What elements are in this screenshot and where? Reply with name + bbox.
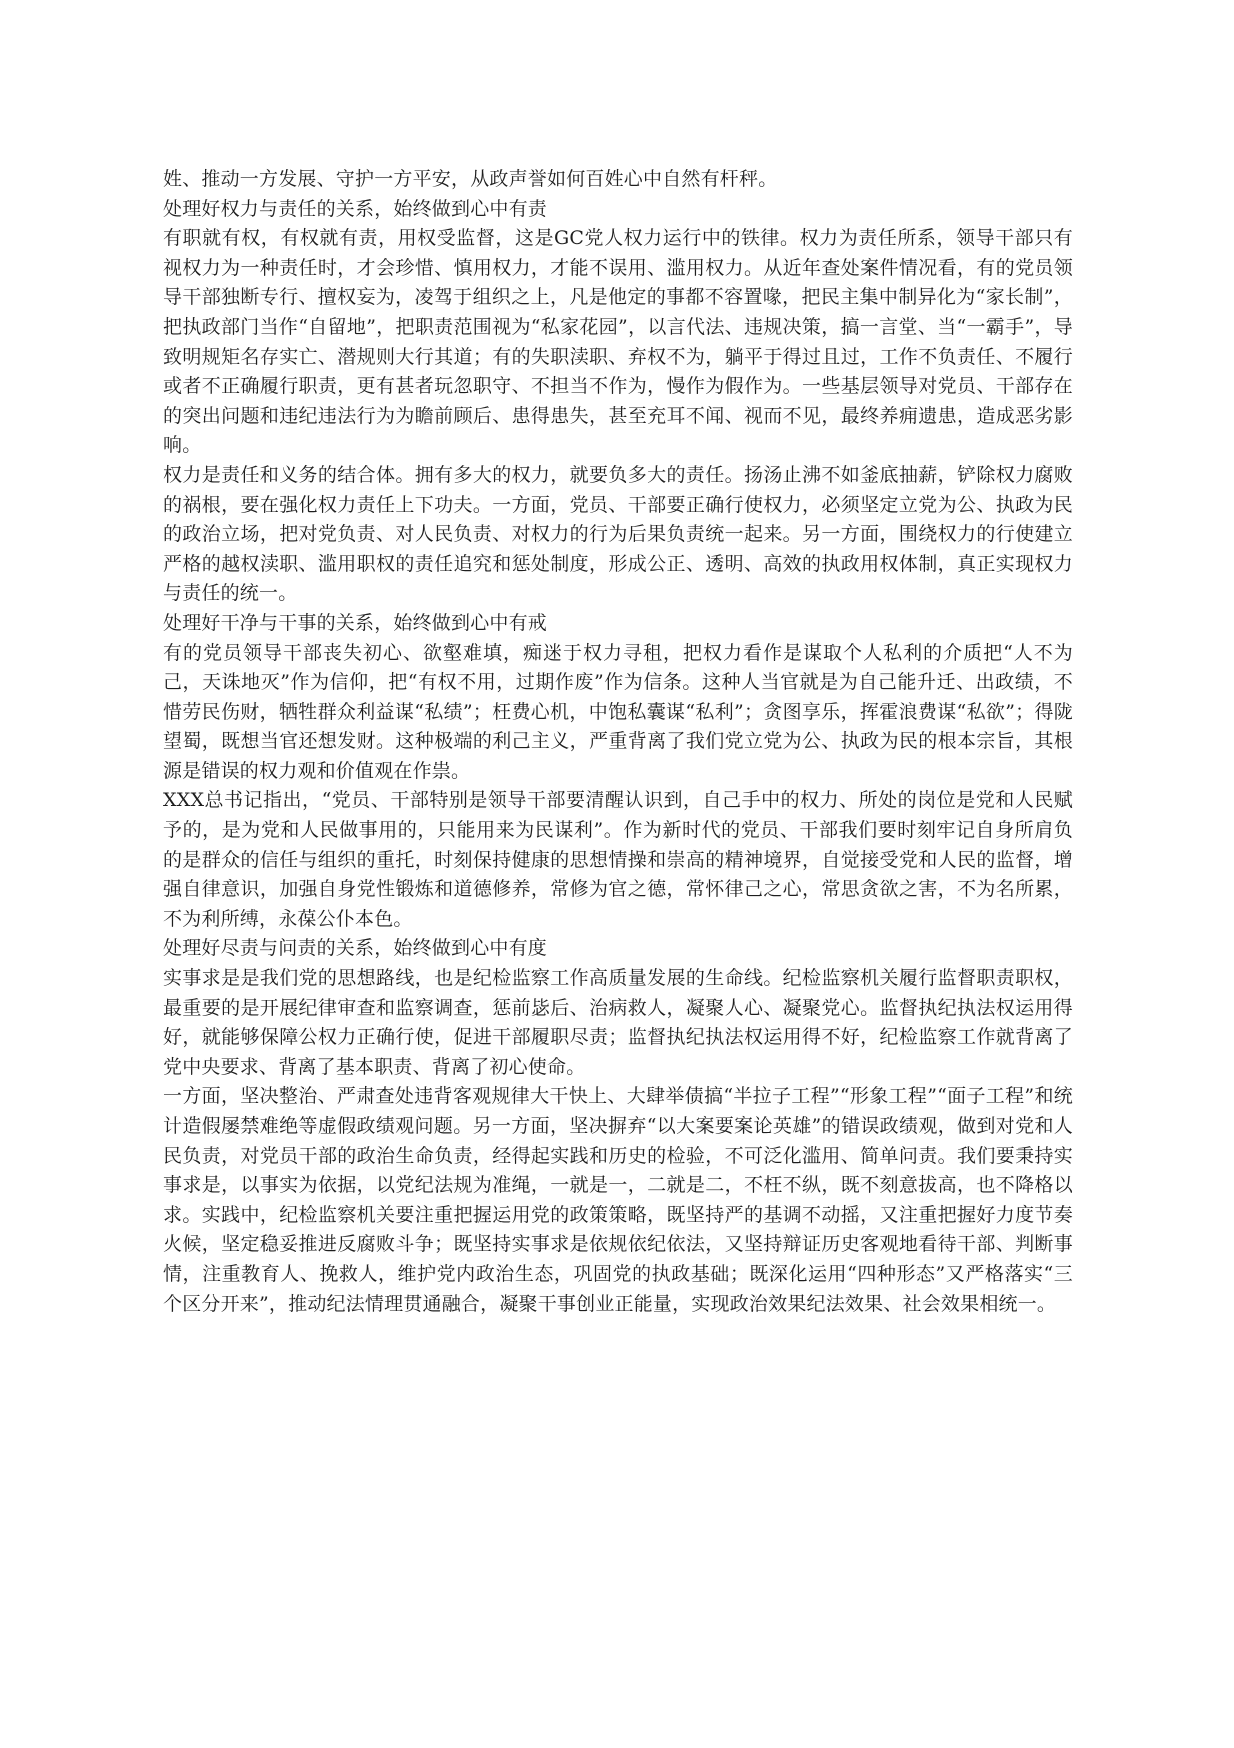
paragraph-power-responsibility-1: 有职就有权，有权就有责，用权受监督，这是GC党人权力运行中的铁律。权力为责任所系，领导干部只有视权力为一种责任时，才会珍惜、慎用权力，才能不误用、滥用权力。从近年查处案件情况看，有的党员领导干部独断专行、擅权妄为，凌驾于组织之上，凡是他定的事都不容置喙，把民主集中制异化为“家长制”，把执政部门当作“自留地”，把职责范围视为“私家花园”，以言代法、违规决策，搞一言堂、当“一霸手”，导致明规矩名存实亡、潜规则大行其道；有的失职渎职、弃权不为，躺平于得过且过，工作不负责任、不履行或者不正确履行职责，更有甚者玩忽职守、不担当不作为，慢作为假作为。一些基层领导对党员、干部存在的突出问题和违纪违法行为为瞻前顾后、患得患失，甚至充耳不闻、视而不见，最终养痈遗患，造成恶劣影响。 — [163, 227, 1073, 457]
section-heading-power-responsibility: 处理好权力与责任的关系，始终做到心中有责 — [163, 197, 548, 220]
section-heading-clean-work: 处理好干净与干事的关系，始终做到心中有戒 — [163, 611, 548, 634]
paragraph-power-responsibility-2: 权力是责任和义务的结合体。拥有多大的权力，就要负多大的责任。扬汤止沸不如釜底抽薪，铲除权力腐败的祸根，要在强化权力责任上下功夫。一方面，党员、干部要正确行使权力，必须坚定立党为公、执政为民的政治立场，把对党负责、对人民负责、对权力的行为后果负责统一起来。另一方面，围绕权力的行使建立严格的越权渎职、滥用职权的责任追究和惩处制度，形成公正、透明、高效的执政用权体制，真正实现权力与责任的统一。 — [163, 463, 1073, 605]
paragraph-duty-accountability-2: 一方面，坚决整治、严肃查处违背客观规律大干快上、大肆举债搞“半拉子工程”“形象工程”“面子工程”和统计造假屡禁难绝等虚假政绩观问题。另一方面，坚决摒弃“以大案要案论英雄”的错误政绩观，做到对党和人民负责，对党员干部的政治生命负责，经得起实践和历史的检验，不可泛化滥用、简单问责。我们要秉持实事求是，以事实为依据，以党纪法规为准绳，一就是一，二就是二，不枉不纵，既不刻意拔高，也不降格以求。实践中，纪检监察机关要注重把握运用党的政策策略，既坚持严的基调不动摇，又注重把握好力度节奏火候，坚定稳妥推进反腐败斗争；既坚持实事求是依规依纪依法，又坚持辩证历史客观地看待干部、判断事情，注重教育人、挽救人，维护党内政治生态，巩固党的执政基础；既深化运用“四种形态”又严格落实“三个区分开来”，推动纪法情理贯通融合，凝聚干事创业正能量，实现政治效果纪法效果、社会效果相统一。 — [163, 1085, 1073, 1315]
paragraph-duty-accountability-1: 实事求是是我们党的思想路线，也是纪检监察工作高质量发展的生命线。纪检监察机关履行监督职责职权，最重要的是开展纪律审查和监察调查，惩前毖后、治病救人，凝聚人心、凝聚党心。监督执纪执法权运用得好，就能够保障公权力正确行使，促进干部履职尽责；监督执纪执法权运用得不好，纪检监察工作就背离了党中央要求、背离了基本职责、背离了初心使命。 — [163, 967, 1073, 1078]
paragraph-intro-continuation: 姓、推动一方发展、守护一方平安，从政声誉如何百姓心中自然有杆秤。 — [163, 168, 778, 190]
document-body — [163, 165, 1073, 1319]
section-heading-duty-accountability: 处理好尽责与问责的关系，始终做到心中有度 — [163, 937, 548, 960]
paragraph-clean-work-2: XXX总书记指出，“党员、干部特别是领导干部要清醒认识到，自己手中的权力、所处的岗位是党和人民赋予的，是为党和人民做事用的，只能用来为民谋利”。作为新时代的党员、干部我们要时刻牢记自身所肩负的是群众的信任与组织的重托，时刻保持健康的思想情操和崇高的精神境界，自觉接受党和人民的监督，增强自律意识，加强自身党性锻炼和道德修养，常修为官之德，常怀律己之心，常思贪欲之害，不为名所累，不为利所缚，永葆公仆本色。 — [163, 789, 1073, 930]
paragraph-clean-work-1: 有的党员领导干部丧失初心、欲壑难填，痴迷于权力寻租，把权力看作是谋取个人私利的介质把“人不为己，天诛地灭”作为信仰，把“有权不用，过期作废”作为信条。这种人当官就是为自己能升迁、出政绩，不惜劳民伤财，牺牲群众利益谋“私绩”；枉费心机，中饱私囊谋“私利”；贪图享乐，挥霍浪费谋“私欲”；得陇望蜀，既想当官还想发财。这种极端的利己主义，严重背离了我们党立党为公、执政为民的根本宗旨，其根源是错误的权力观和价值观在作祟。 — [163, 641, 1073, 782]
